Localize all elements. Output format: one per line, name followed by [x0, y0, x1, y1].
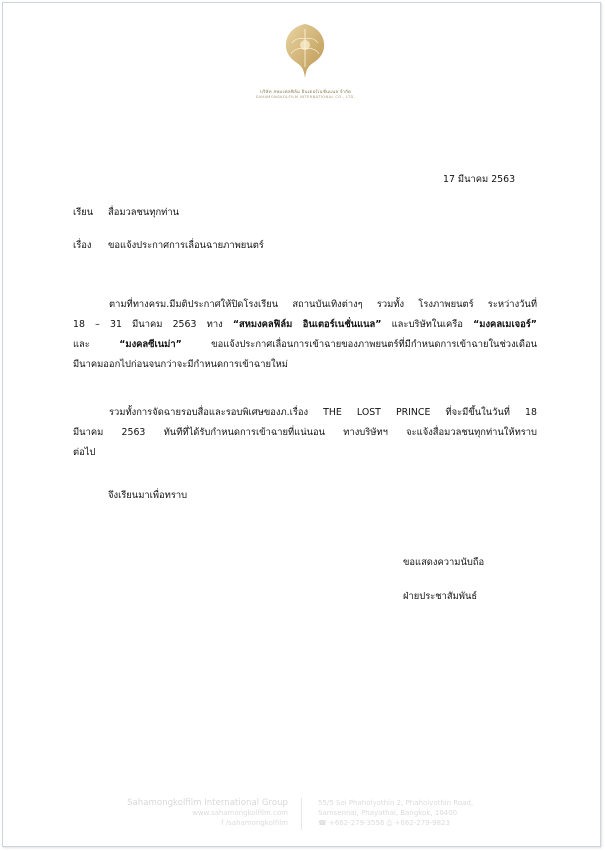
footer-facebook — [108, 818, 288, 828]
p1-l2-text-c: และบริษัทในเครือ — [391, 319, 463, 330]
footer-divider — [301, 798, 302, 830]
fax-icon: ⎙ — [386, 819, 393, 827]
signature-department: ฝ่ายประชาสัมพันธ์ — [403, 591, 478, 602]
paragraph-1 — [73, 295, 537, 375]
paragraph-2 — [73, 403, 537, 463]
p1-l3-text-a: และ — [73, 339, 90, 350]
facebook-icon: f — [221, 819, 224, 827]
letter-date: 17 มีนาคม 2563 — [443, 174, 516, 185]
subject-value: ขอแจ้งประกาศการเลื่อนฉายภาพยนตร์ — [108, 240, 264, 251]
closing-text: จึงเรียนมาเพื่อทราบ — [108, 490, 188, 501]
logo-company-th: บริษัท สหมงคลฟิล์ม อินเตอร์เนชั่นแนล จำกัด — [260, 90, 351, 95]
to-label: เรียน — [73, 207, 94, 218]
footer-company: Sahamongkolfilm International Group — [127, 798, 288, 808]
p1-l2-text-a: 18 – 31 มีนาคม 2563 ทาง — [73, 319, 223, 330]
footer-website: www.sahamongkolfilm.com — [192, 809, 288, 817]
paragraph-2-line-3: ต่อไป — [73, 447, 96, 458]
brand-mongkol-cinema: “มงคลซีเนม่า” — [119, 339, 182, 350]
brand-sahamongkol: “สหมงคลฟิล์ม อินเตอร์เนชั่นแนล” — [232, 319, 382, 330]
footer-right — [318, 798, 473, 828]
brand-mongkol-major: “มงคลเมเจอร์” — [473, 319, 537, 330]
paragraph-1-line-4: มีนาคมออกไปก่อนจนกว่าจะมีกำหนดการเข้าฉายใหม่ — [73, 359, 288, 370]
footer-fax: +662-279-9823 — [394, 819, 450, 827]
logo-bodhi-leaf-icon — [283, 21, 327, 79]
footer-address-2: Samsennai, Phayathai, Bangkok, 10400 — [318, 809, 458, 817]
signature-regards: ขอแสดงความนับถือ — [403, 557, 485, 568]
paragraph-1-line-3 — [73, 335, 537, 355]
footer-contact — [318, 818, 473, 828]
footer-phone: +662-279-3556 — [328, 819, 385, 827]
to-value: สื่อมวลชนทุกท่าน — [108, 207, 180, 218]
p1-l3-text-c: ขอแจ้งประกาศเลื่อนการเข้าฉายของภาพยนตร์ที่มีกำหนดการเข้าฉายในช่วงเดือน — [211, 339, 537, 350]
footer-facebook-handle: /sahamongkolfilm — [225, 819, 288, 827]
paragraph-2-line-2: มีนาคม 2563 ทันทีที่ได้รับกำหนดการเข้าฉายที่แน่นอน ทางบริษัทฯ จะแจ้งสื่อมวลชนทุกท่านให้ทราบ — [73, 427, 537, 438]
footer-address-1: 55/5 Soi Phaholyothin 2, Phaholyothin Road, — [318, 799, 474, 807]
footer-left — [108, 798, 288, 828]
paragraph-1-line-2 — [73, 315, 537, 335]
paragraph-2-line-1: รวมทั้งการจัดฉายรอบสื่อและรอบพิเศษของภ.เรื่อง THE LOST PRINCE ที่จะมีขึ้นในวันที่ 18 — [109, 407, 537, 418]
paragraph-1-line-1: ตามที่ทางครม.มีมติประกาศให้ปิดโรงเรียน สถานบันเทิงต่างๆ รวมทั้ง โรงภาพยนตร์ ระหว่างวันที่ — [109, 299, 537, 310]
phone-icon: ☎ — [318, 819, 327, 827]
subject-label: เรื่อง — [73, 240, 92, 251]
letter-page — [2, 2, 601, 847]
logo-company-en: SAHAMONGKOLFILM INTERNATIONAL CO., LTD. — [255, 95, 356, 99]
